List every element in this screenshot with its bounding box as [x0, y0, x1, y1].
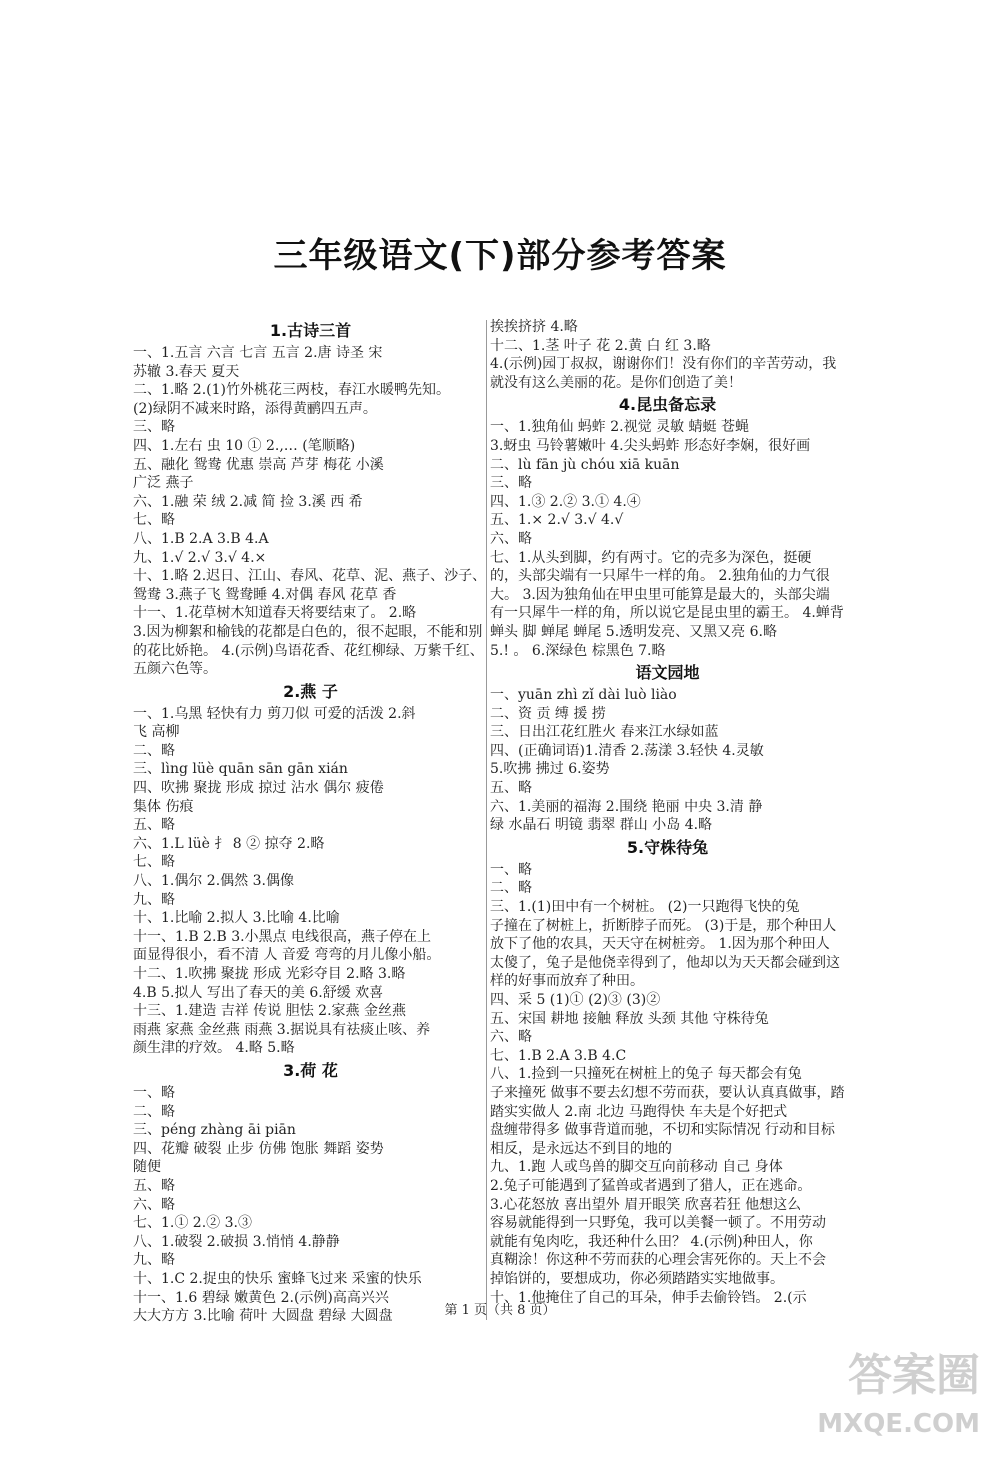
answer-line: 四、(正确词语)1.清香 2.荡漾 3.轻快 4.灵敏 [490, 742, 764, 759]
answer-line: (2)绿阴不减来时路，添得黄鹂四五声。 [133, 400, 377, 417]
answer-line: 十、1.略 2.迟日、江山、春风、花草、泥、燕子、沙子、 [133, 568, 487, 585]
answer-line: 挨挨挤挤 4.略 [490, 319, 578, 335]
answer-line: 二、资 贡 缚 援 捞 [490, 705, 606, 722]
answer-line: 十三、1.建造 吉祥 传说 胆怯 2.家燕 金丝燕 [133, 1003, 406, 1020]
answer-line: 一、略 [490, 861, 532, 878]
answer-line: 就没有这么美丽的花。是你们创造了美！ [490, 374, 742, 391]
answer-line: 四、采 5 (1)① (2)③ (3)② [490, 992, 661, 1008]
section-heading: 4.昆虫备忘录 [618, 395, 717, 415]
watermark-domain: MXQE.COM [817, 1409, 980, 1439]
answer-line: 集体 伤痕 [133, 798, 194, 815]
answer-line: 子来撞死 做事不要去幻想不劳而获，要认认真真做事，踏 [490, 1084, 845, 1101]
answer-line: 的花比娇艳。 4.(示例)鸟语花香、花红柳绿、万紫千红、 [133, 642, 484, 659]
page-title: 三年级语文(下)部分参考答案 [273, 236, 727, 276]
answer-line: 八、1.捡到一只撞死在树桩上的兔子 每天都会有兔 [490, 1066, 802, 1083]
answer-line: 鸳鸯 3.燕子飞 鸳鸯睡 4.对偶 春风 花草 香 [133, 586, 397, 603]
answer-line: 蝉头 脚 蝉尾 蝉尾 5.透明发亮、又黑又亮 6.略 [490, 623, 777, 640]
answer-line: 六、1.L lüè 扌 8 ② 掠夺 2.略 [133, 835, 325, 852]
answer-line: 四、1.左右 虫 10 ① 2.,… (笔顺略) [133, 437, 356, 454]
answer-line: 六、略 [490, 530, 532, 547]
answer-line: 踏实实做人 2.南 北边 马跑得快 车夫是个好把式 [490, 1103, 788, 1120]
answer-line: 二、略 [490, 880, 532, 897]
answer-line: 六、1.美丽的福海 2.围绕 艳丽 中央 3.清 静 [490, 798, 763, 815]
answer-line: 雨燕 家燕 金丝燕 雨燕 3.据说具有祛痰止咳、养 [133, 1021, 431, 1038]
answer-line: 的，头部尖端有一只犀牛一样的角。 2.独角仙的力气很 [490, 568, 830, 585]
answer-line: 就能有兔肉吃，我还种什么田？ 4.(示例)种田人，你 [490, 1233, 813, 1250]
answer-line: 大。 3.因为独角仙在甲虫里可能算是最大的，头部尖端 [490, 586, 830, 603]
answer-line: 四、花瓣 破裂 止步 仿佛 饱胀 舞蹈 姿势 [133, 1140, 384, 1157]
answer-line: 三、略 [490, 475, 532, 492]
answer-line: 盘缠带得多 做事背道而驰，不切和实际情况 行动和目标 [490, 1122, 835, 1139]
answer-line: 七、1.从头到脚，约有两寸。它的壳多为深色，挺硬 [490, 549, 812, 566]
answer-line: 四、1.③ 2.② 3.① 4.④ [490, 493, 641, 510]
answer-line: 五、1.× 2.√ 3.√ 4.√ [490, 512, 624, 529]
answer-line: 十、1.C 2.捉虫的快乐 蜜蜂飞过来 采蜜的快乐 [133, 1270, 422, 1287]
answer-line: 九、1.跑 人或鸟兽的脚交互向前移动 自己 身体 [490, 1159, 783, 1176]
answer-line: 一、1.独角仙 蚂蚱 2.视觉 灵敏 蜻蜓 苍蝇 [490, 419, 749, 436]
answer-line: 子撞在了树桩上，折断脖子而死。 (3)于是，那个种田人 [490, 917, 837, 934]
section-heading: 5.守株待兔 [626, 837, 709, 857]
answer-line: 样的好事而放弃了种田。 [490, 973, 644, 990]
answer-line: 六、略 [133, 1196, 175, 1213]
section-heading: 语文园地 [635, 663, 700, 683]
answer-line: 八、1.B 2.A 3.B 4.A [133, 530, 269, 547]
answer-line: 有一只犀牛一样的角，所以说它是昆虫里的霸王。 4.蝉背 [490, 605, 844, 622]
answer-line: 二、lù fān jù chóu xiā kuān [490, 456, 680, 473]
answer-line: 真糊涂！你这种不劳而获的心理会害死你的。天上不会 [490, 1252, 826, 1269]
watermark-mark: 答案圈 [848, 1350, 980, 1401]
answer-line: 大大方方 3.比喻 荷叶 大圆盘 碧绿 大圆盘 [133, 1308, 393, 1325]
answer-line: 5.! 。 6.深绿色 棕黑色 7.略 [490, 642, 666, 659]
answer-line: 太傻了，兔子是他侥幸得到了，他却以为天天都会碰到这 [490, 954, 840, 971]
answer-line: 十一、1.花草树木知道春天将要结束了。 2.略 [133, 605, 417, 622]
answer-line: 九、1.√ 2.√ 3.√ 4.× [133, 549, 267, 566]
column-divider [486, 320, 487, 1320]
answer-line: 五、略 [133, 1177, 175, 1194]
answer-line: 九、略 [133, 1252, 175, 1269]
answer-line: 五、略 [133, 817, 175, 834]
answer-line: 七、略 [133, 512, 175, 529]
answer-line: 相反，是永远达不到目的地的 [490, 1140, 672, 1157]
answer-line: 2.兔子可能遇到了猛兽或者遇到了猎人，正在逃命。 [490, 1177, 812, 1194]
answer-line: 掉馅饼的，要想成功，你必须踏踏实实地做事。 [490, 1270, 784, 1287]
answer-line: 十一、1.B 2.B 3.小黑点 电线很高，燕子停在上 [133, 928, 431, 945]
answer-line: 容易就能得到一只野兔，我可以美餐一顿了。不用劳动 [490, 1215, 826, 1232]
answer-line: 5.吹拂 拂过 6.姿势 [490, 761, 610, 778]
answer-line: 二、略 [133, 742, 175, 759]
answer-line: 绿 水晶石 明镜 翡翠 群山 小岛 4.略 [490, 817, 713, 834]
answer-line: 面显得很小，看不清 人 音爱 弯弯的月儿像小船。 [133, 947, 441, 964]
answer-line: 广泛 燕子 [133, 475, 194, 492]
answer-line: 一、1.五言 六言 七言 五言 2.唐 诗圣 宋 [133, 345, 383, 361]
answer-line: 一、yuān zhì zǐ dài luò liào [490, 687, 677, 704]
answer-line: 3.因为柳絮和榆钱的花都是白色的，很不起眼，不能和别 [133, 623, 483, 640]
answer-line: 放下了他的农具，天天守在树桩旁。 1.因为那个种田人 [490, 936, 830, 953]
answer-line: 三、lìng lüè quān sān gān xián [133, 761, 348, 778]
answer-line: 九、略 [133, 891, 175, 908]
answer-line: 十一、1.6 碧绿 嫩黄色 2.(示例)高高兴兴 [133, 1289, 389, 1306]
answer-line: 十二、1.茎 叶子 花 2.黄 白 红 3.略 [490, 337, 711, 354]
answer-line: 七、略 [133, 854, 175, 871]
right-column [490, 318, 845, 1307]
answer-line: 3.蚜虫 马铃薯嫩叶 4.尖头蚂蚱 形态好李娴，很好画 [490, 437, 811, 454]
answer-line: 飞 高柳 [133, 724, 180, 741]
answer-line: 八、1.破裂 2.破损 3.悄悄 4.静静 [133, 1233, 340, 1250]
answer-line: 十、1.比喻 2.拟人 3.比喻 4.比喻 [133, 910, 340, 927]
answer-line: 五颜六色等。 [133, 661, 217, 678]
answer-line: 八、1.偶尔 2.偶然 3.偶像 [133, 873, 294, 890]
answer-line: 随便 [133, 1159, 161, 1176]
section-heading: 2.燕 子 [283, 681, 338, 701]
answer-line: 苏辙 3.春天 夏天 [133, 363, 240, 380]
answer-line: 五、略 [490, 780, 532, 797]
answer-line: 三、略 [133, 419, 175, 436]
answer-line: 4.B 5.拟人 写出了春天的美 6.舒缓 欢喜 [133, 984, 384, 1001]
answer-line: 颜生津的疗效。 4.略 5.略 [133, 1040, 295, 1057]
answer-line: 三、日出江花红胜火 春来江水绿如蓝 [490, 724, 719, 741]
watermark-logo [800, 1339, 980, 1459]
answer-line: 七、1.B 2.A 3.B 4.C [490, 1047, 627, 1064]
answer-line: 二、1.略 2.(1)竹外桃花三两枝，春江水暖鸭先知。 [133, 382, 450, 399]
answer-line: 四、吹拂 聚拢 形成 掠过 沾水 偶尔 疲倦 [133, 780, 384, 797]
answer-line: 五、宋国 耕地 接触 释放 头颈 其他 守株待兔 [490, 1010, 769, 1027]
answer-line: 二、略 [133, 1103, 175, 1120]
answer-line: 五、融化 鸳鸯 优惠 崇高 芦芽 梅花 小溪 [133, 456, 384, 473]
answer-line: 3.心花怒放 喜出望外 眉开眼笑 欣喜若狂 他想这么 [490, 1196, 802, 1213]
section-heading: 3.荷 花 [283, 1060, 338, 1080]
answer-line: 十、1.他掩住了自己的耳朵，伸手去偷铃铛。 2.(示 [490, 1289, 807, 1306]
answer-line: 三、péng zhàng āi piān [133, 1122, 296, 1139]
answer-line: 六、1.融 荣 绒 2.减 简 捡 3.溪 西 希 [133, 493, 363, 510]
section-heading: 1.古诗三首 [269, 321, 352, 340]
answer-line: 一、1.乌黑 轻快有力 剪刀似 可爱的活泼 2.斜 [133, 705, 416, 722]
answer-line: 六、略 [490, 1029, 532, 1046]
answer-line: 十二、1.吹拂 聚拢 形成 光彩夺目 2.略 3.略 [133, 966, 406, 982]
answer-line: 一、略 [133, 1084, 175, 1101]
answer-line: 七、1.① 2.② 3.③ [133, 1215, 252, 1232]
left-column [133, 318, 488, 1326]
answer-line: 三、1.(1)田中有一个树桩。 (2)一只跑得飞快的兔 [490, 899, 800, 916]
page-footer: 第 1 页（共 8 页） [444, 1303, 556, 1318]
answer-line: 4.(示例)园丁叔叔，谢谢你们！没有你们的辛苦劳动，我 [490, 356, 837, 373]
